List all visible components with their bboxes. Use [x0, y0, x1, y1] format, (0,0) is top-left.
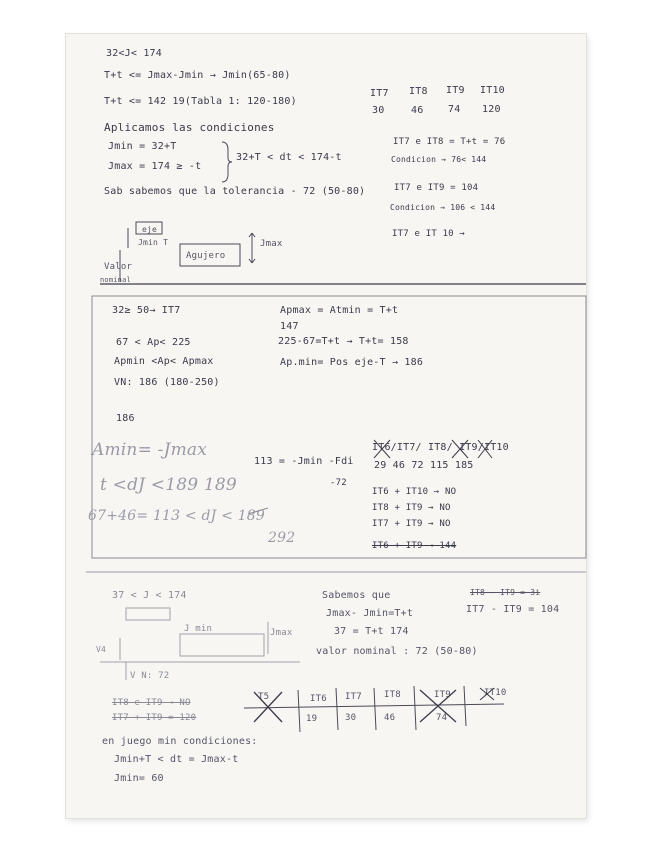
- s3-tbl-v4: 74: [436, 713, 448, 723]
- s3-right-1: IT8 - IT9 = 3i: [470, 588, 541, 597]
- s2-res-4: IT6 + IT9 → 144: [372, 541, 457, 551]
- s3-tbl-h0: T5: [258, 692, 270, 702]
- s3-tbl-v3: 46: [384, 713, 396, 723]
- s2-line-2: 67 < Ap< 225: [116, 337, 191, 348]
- s1-diagram-valor: Valor: [104, 262, 133, 272]
- s3-tbl-v2: 30: [345, 713, 357, 723]
- s1-line-tolerancia: Sab sabemos que la tolerancia - 72 (50-80): [104, 186, 366, 197]
- s1-diagram-jmax: Jmax: [260, 239, 283, 249]
- s2-mid-2: -72: [330, 478, 347, 488]
- s1-tbl-h2: IT9: [446, 85, 465, 96]
- s1-line-jmax: Jmax = 174 ≥ -t: [108, 161, 202, 172]
- s3-tbl-h5: IT10: [484, 688, 507, 698]
- s1-tbl-v1: 46: [411, 105, 424, 116]
- s3-sabemos: Sabemos que: [322, 590, 391, 601]
- s3-right-2: IT7 - IT9 = 104: [466, 604, 560, 615]
- s1-diagram-agujero: Agujero: [186, 251, 226, 261]
- s2-right-2: 147: [280, 321, 299, 332]
- s2-box: [92, 296, 586, 558]
- s1-tbl-v3: 120: [482, 104, 501, 115]
- s2-line-1: 32≥ 50→ IT7: [112, 305, 181, 316]
- s2-line-3: Apmin <Ap< Apmax: [114, 356, 214, 367]
- s3-range: 37 < J < 174: [112, 590, 187, 601]
- s2-big-sum: 67+46= 113 < dJ < 189: [88, 508, 266, 524]
- s1-diagram-jmin: Jmin T: [138, 238, 169, 247]
- s1-right-3: IT7 e IT9 = 104: [394, 183, 479, 193]
- s3-tbl-h2: IT7: [345, 692, 362, 702]
- s3-tbl-h4: IT9: [434, 690, 451, 700]
- s3-tbl-v1: 19: [306, 714, 318, 724]
- s2-186: 186: [116, 413, 135, 424]
- s3-en-juego: en juego min condiciones:: [102, 736, 258, 747]
- s1-tbl-h3: IT10: [480, 85, 505, 96]
- s2-right-3: 225-67=T+t → T+t= 158: [278, 336, 409, 347]
- s3-tbl-h3: IT8: [384, 690, 401, 700]
- s1-diagram-nominal: nominal: [100, 276, 131, 284]
- s1-tbl-h0: IT7: [370, 88, 389, 99]
- s3-it8-it9: IT8 e IT9 → NO: [112, 698, 191, 708]
- s1-diagram-eje: eje: [142, 225, 158, 234]
- s1-tbl-h1: IT8: [409, 86, 428, 97]
- s2-res-1: IT6 + IT10 → NO: [372, 487, 457, 497]
- s3-jmin-cond: Jmin+T < dt = Jmax-t: [114, 754, 239, 765]
- s1-right-1: IT7 e IT8 = T+t = 76: [393, 137, 506, 147]
- s1-line-condition: T+t <= Jmax-Jmin → Jmin(65-80): [104, 70, 291, 81]
- s3-jmax: Jmax: [270, 628, 293, 638]
- s1-tbl-v0: 30: [372, 105, 385, 116]
- s1-line-range: 32<J< 174: [106, 48, 162, 59]
- s2-line-4: VN: 186 (180-250): [114, 377, 220, 388]
- s2-mid-1: 113 = -Jmin -Fdi: [254, 456, 354, 467]
- s2-big-amin: Amin= -Jmax: [92, 440, 208, 460]
- s2-tbl-values: 29 46 72 115 185: [374, 460, 474, 471]
- s2-res-2: IT8 + IT9 → NO: [372, 503, 451, 513]
- s2-right-1: Apmax = Atmin = T+t: [280, 305, 399, 316]
- s2-tbl-header: IT6/IT7/ IT8/ IT9/IT10: [372, 442, 509, 453]
- s1-right-4: Condicion → 106 < 144: [390, 203, 496, 212]
- s1-line-aplicamos: Aplicamos las condiciones: [104, 121, 275, 134]
- s1-line-inequality: 32+T < dt < 174-t: [236, 152, 342, 163]
- s2-right-4: Ap.min= Pos eje-T → 186: [280, 357, 424, 368]
- s1-agujero-box: [180, 244, 240, 266]
- s1-eje-box: [136, 222, 162, 234]
- s2-big-dj: t <dJ <189 189: [100, 475, 237, 495]
- s2-res-3: IT7 + IT9 → NO: [372, 519, 451, 529]
- s2-292: 292: [268, 530, 296, 546]
- s3-jmin-60: Jmin= 60: [114, 773, 164, 784]
- s3-it7-it9: IT7 + IT9 = 120: [112, 713, 197, 723]
- s3-vn: V N: 72: [130, 671, 170, 681]
- s1-line-tabla: T+t <= 142 19(Tabla 1: 120-180): [104, 96, 297, 107]
- s1-tbl-v2: 74: [448, 104, 461, 115]
- s1-right-2: Condicion → 76< 144: [391, 155, 487, 164]
- s1-right-5: IT7 e IT 10 →: [392, 229, 466, 239]
- s3-v4: V4: [96, 645, 107, 654]
- s3-37: 37 = T+t 174: [334, 626, 409, 637]
- s3-jmax-jmin: Jmax- Jmin=T+t: [326, 608, 414, 619]
- s1-line-jmin: Jmin = 32+T: [108, 141, 177, 152]
- s3-tbl-h1: IT6: [310, 694, 327, 704]
- s1-brace: [222, 142, 232, 182]
- s3-valor-nominal: valor nominal : 72 (50-80): [316, 646, 478, 657]
- s3-jmin: J min: [184, 624, 213, 634]
